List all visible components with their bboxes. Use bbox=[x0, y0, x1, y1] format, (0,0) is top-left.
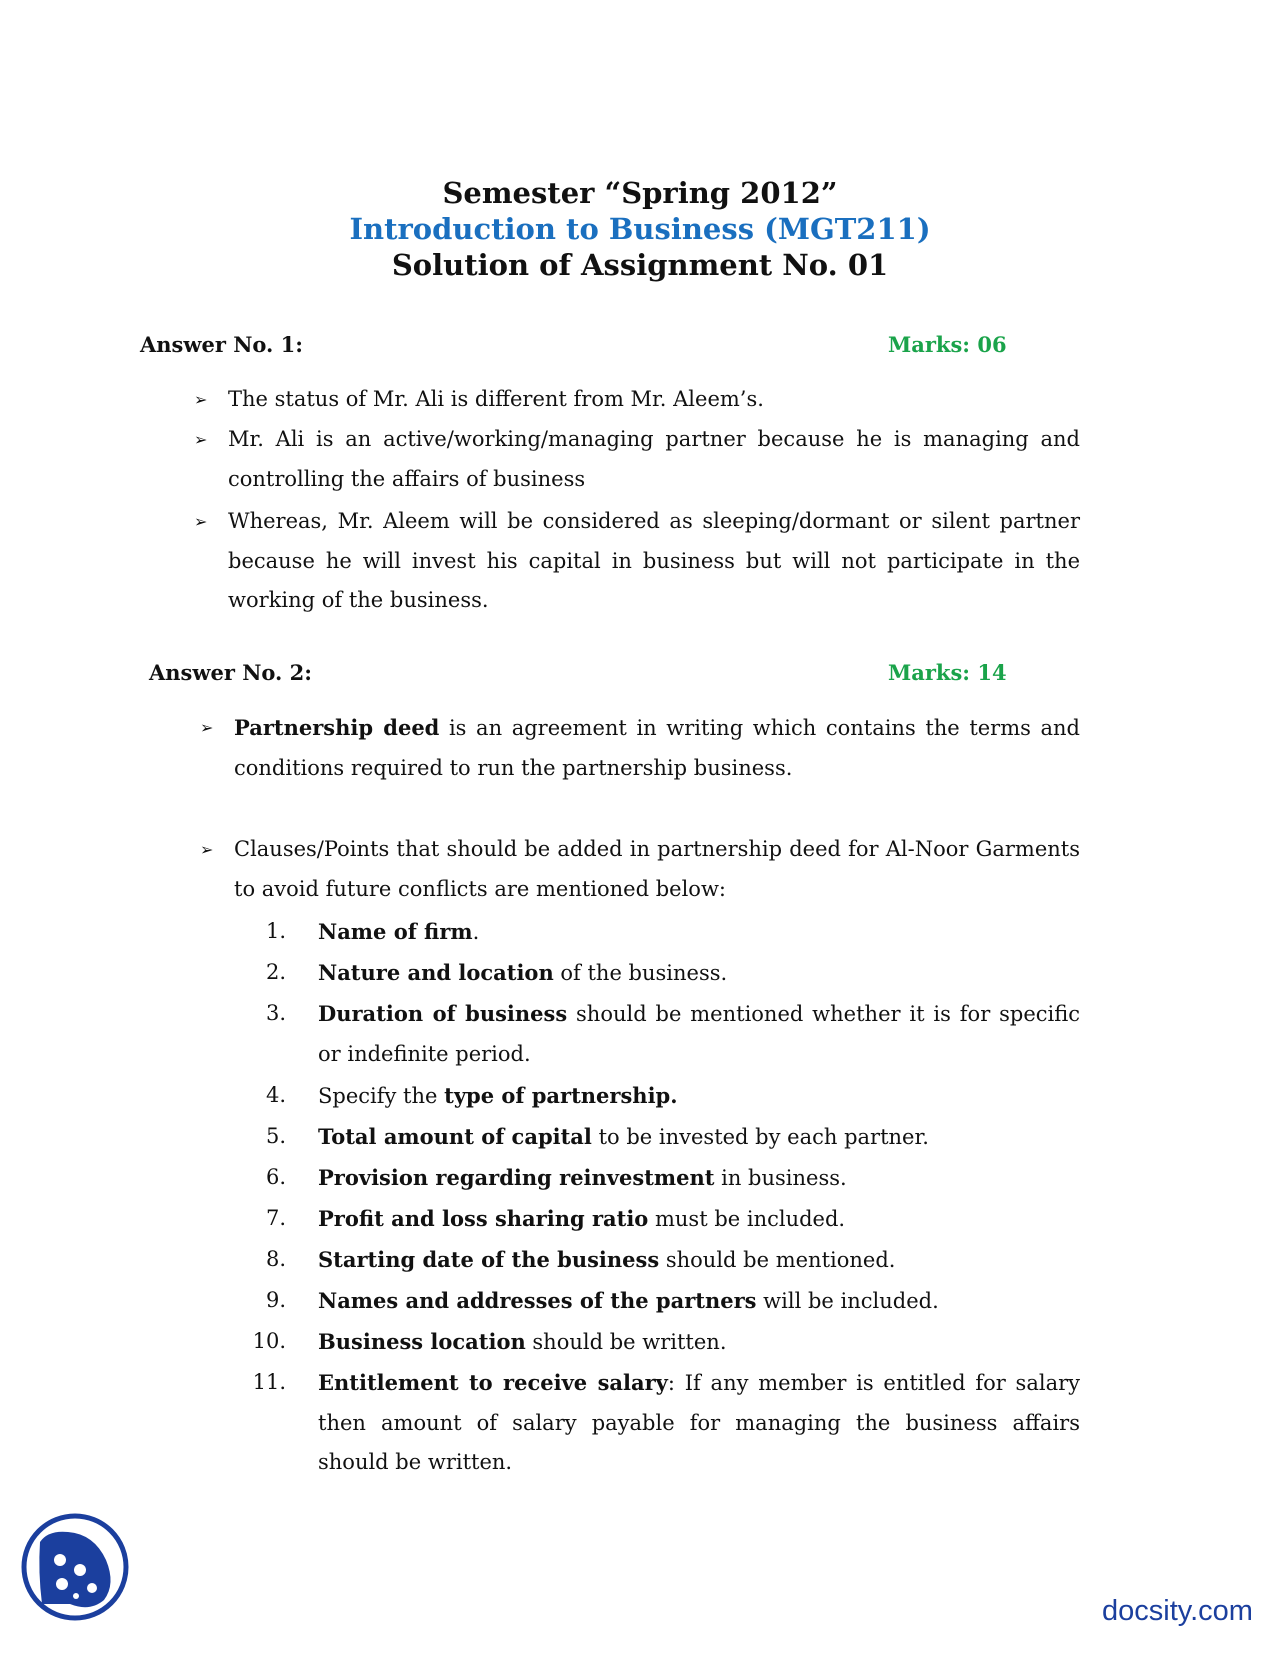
arrow-bullet-icon: ➢ bbox=[194, 430, 208, 449]
answer2-bullet-1 bbox=[234, 708, 1080, 788]
arrow-bullet-icon: ➢ bbox=[194, 512, 208, 531]
list-item-number: 2. bbox=[265, 960, 286, 984]
answer1-label: Answer No. 1: bbox=[140, 332, 304, 357]
semester-title: Semester “Spring 2012” bbox=[442, 176, 838, 210]
list-item: Entitlement to receive salary: If any member is entitled for salary then amount of salary payable for managing the business affairs should be written. bbox=[318, 1370, 1080, 1474]
list-item-number: 11. bbox=[252, 1370, 286, 1394]
answer2-label: Answer No. 2: bbox=[149, 660, 313, 685]
list-item-number: 8. bbox=[265, 1247, 286, 1271]
list-item-number: 6. bbox=[265, 1165, 286, 1189]
list-item-number: 9. bbox=[265, 1288, 286, 1312]
list-item-number: 7. bbox=[265, 1206, 286, 1230]
arrow-bullet-icon: ➢ bbox=[200, 840, 214, 859]
answer1-bullet-2: Mr. Ali is an active/working/managing partner because he is managing and controlling the affairs of business bbox=[228, 427, 1080, 491]
arrow-bullet-icon: ➢ bbox=[200, 718, 214, 737]
docsity-logo-icon bbox=[20, 1512, 130, 1622]
partnership-deed-definition: is an agreement in writing which contains the terms and conditions required to run the partnership business. bbox=[234, 716, 1080, 780]
solution-title: Solution of Assignment No. 01 bbox=[391, 248, 889, 282]
list-item: Starting date of the business should be mentioned. bbox=[318, 1247, 896, 1272]
docsity-brand-link[interactable]: docsity.com bbox=[1102, 1595, 1253, 1627]
arrow-bullet-icon: ➢ bbox=[194, 390, 208, 409]
list-item: Names and addresses of the partners will be included. bbox=[318, 1288, 939, 1313]
list-item: Nature and location of the business. bbox=[318, 960, 728, 985]
list-item: Duration of business should be mentioned whether it is for specific or indefinite period. bbox=[318, 1001, 1080, 1066]
list-item: Specify the type of partnership. bbox=[318, 1083, 678, 1108]
list-item: Business location should be written. bbox=[318, 1329, 727, 1354]
list-item: Name of firm. bbox=[318, 919, 480, 944]
answer1-bullet-3: Whereas, Mr. Aleem will be considered as sleeping/dormant or silent partner because he will invest his capital in business but will not participate in the working of the business. bbox=[228, 509, 1080, 612]
list-item-number: 3. bbox=[265, 1001, 286, 1025]
list-item: Provision regarding reinvestment in business. bbox=[318, 1165, 847, 1190]
answer2-marks: Marks: 14 bbox=[888, 660, 1007, 685]
partnership-deed-term: Partnership deed bbox=[234, 715, 440, 740]
answer2-bullet-2: Clauses/Points that should be added in partnership deed for Al-Noor Garments to avoid future conflicts are mentioned below: bbox=[234, 837, 1080, 901]
answer1-bullet-1: The status of Mr. Ali is different from Mr. Aleem’s. bbox=[228, 387, 764, 411]
list-item: Profit and loss sharing ratio must be included. bbox=[318, 1206, 846, 1231]
list-item: Total amount of capital to be invested by each partner. bbox=[318, 1124, 929, 1149]
list-item-number: 5. bbox=[265, 1124, 286, 1148]
list-item-number: 1. bbox=[265, 919, 286, 943]
list-item-number: 10. bbox=[252, 1329, 286, 1353]
list-item-number: 4. bbox=[265, 1083, 286, 1107]
answer1-marks: Marks: 06 bbox=[888, 332, 1007, 357]
course-title: Introduction to Business (MGT211) bbox=[349, 212, 931, 246]
